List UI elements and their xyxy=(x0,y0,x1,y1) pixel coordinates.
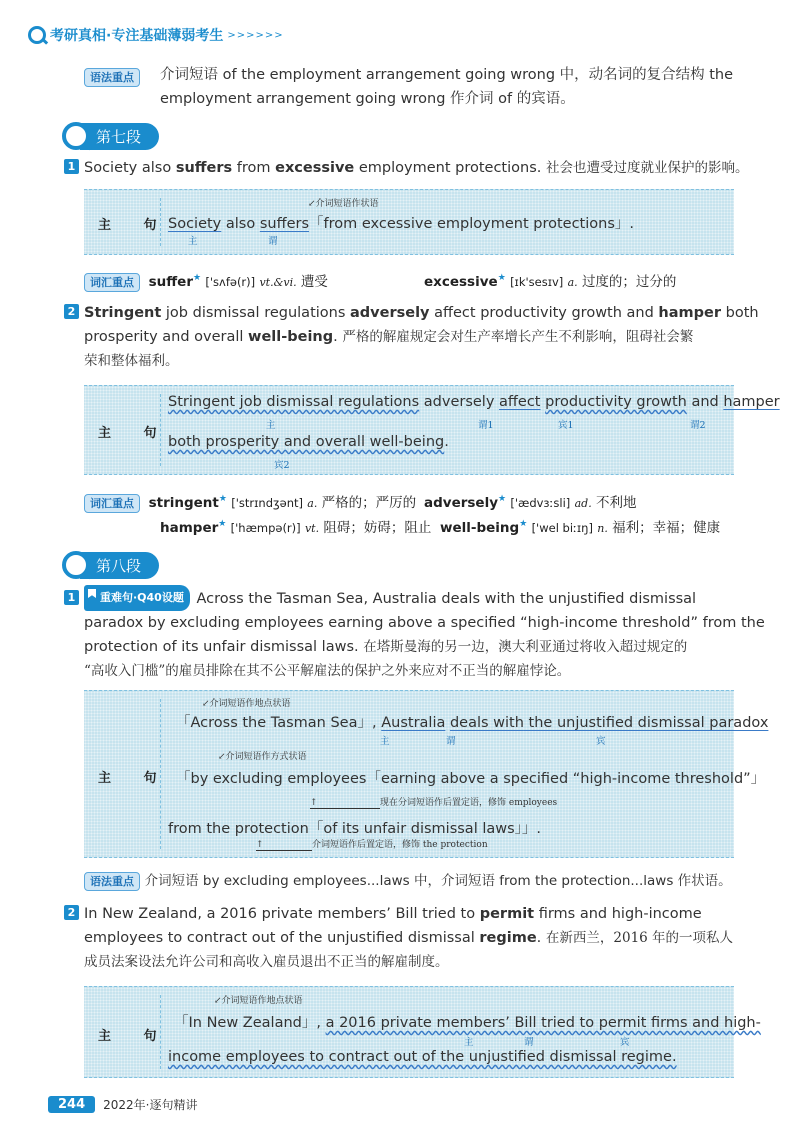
p7-s1-analysis-box: 主 句 ↙介词短语作状语 Society also suffers「from excessive employment protections」. 主 谓 xyxy=(84,189,734,255)
header-arrows: >>>>>> xyxy=(227,29,284,41)
grammar-note-1-text: 介词短语 of the employment arrangement going wrong 中，动名词的复合结构 the employment arrangement going wrong 作介词 of 的宾语。 xyxy=(160,67,734,107)
p7-sentence-1: 1 Society also suffers from excessive employment protections. 社会也遭受过度就业保护的影响。 xyxy=(64,156,748,180)
p8-s2-analysis-box: 主 句 ↙介词短语作地点状语 「In New Zealand」, a 2016 private members’ Bill tried to permit firms and high- 主 谓 宾 income employees to contract out of the unjustified dismissal regime. xyxy=(84,986,734,1078)
p7-vocab-2b: adversely★ ['ædvɜːsli] ad. 不利地 xyxy=(424,494,637,511)
p7-vocab-1: 词汇重点 suffer★ ['sʌfə(r)] vt.&vi. 遭受 xyxy=(84,270,328,292)
difficult-sentence-tag: 重难句·Q40设题 xyxy=(84,585,190,611)
section-title-7: 第七段 xyxy=(62,122,159,150)
section-title-8: 第八段 xyxy=(62,551,159,579)
page-number: 244 xyxy=(48,1096,95,1113)
p7-vocab-2c: hamper★ ['hæmpə(r)] vt. 阻碍；妨碍；阻止 well-being★ ['wel biːɪŋ] n. 福利；幸福；健康 xyxy=(160,519,721,536)
footer-text: 2022年·逐句精讲 xyxy=(103,1098,198,1112)
grammar-note-2: 语法重点 介词短语 by excluding employees...laws 中，介词短语 from the protection...laws 作状语。 xyxy=(84,869,732,893)
search-icon xyxy=(62,551,90,579)
header-title: 考研真相·专注基础薄弱考生 xyxy=(50,28,224,44)
analysis-sentence: Stringent job dismissal regulations adversely affect productivity growth and hamper xyxy=(168,394,780,410)
annotation: ↙介词短语作状语 xyxy=(308,199,379,209)
page-header xyxy=(28,24,284,46)
page-footer xyxy=(48,1096,198,1113)
grammar-note-1 xyxy=(84,66,140,87)
main-clause-label: 主 句 xyxy=(98,218,171,233)
p7-vocab-2: 词汇重点 stringent★ ['strɪndʒənt] a. 严格的；严厉的 xyxy=(84,491,416,513)
grammar-tag: 语法重点 xyxy=(84,68,140,87)
p8-s1-analysis-box: 主 句 ↙介词短语作地点状语 「Across the Tasman Sea」, Australia deals with the unjustified dismissal paradox 主 谓 宾 ↙介词短语作方式状语 「by excluding employees「earning above a specified “high-income threshold”」 ↑ 现在分词短语作后置定语，修饰 employees from the protection「of its unfair dismissal laws」」. ↑ 介词短语作后置定语，修饰 the protection xyxy=(84,690,734,858)
p8-sentence-2: 2 In New Zealand, a 2016 private members’ Bill tried to permit firms and high-income employees to contract out of the unjustified dismissal regime. 在新西兰，2016 年的一项私人 成员法案设法允许公司和高收入雇员退出不正当的解雇制度。 xyxy=(64,902,740,974)
p7-s2-analysis-box: 主 句 Stringent job dismissal regulations adversely affect productivity growth and hamper 主 谓1 宾1 谓2 both prosperity and overall well-being. 宾2 xyxy=(84,385,734,475)
analysis-sentence: Society also suffers「from excessive employment protections」. xyxy=(168,216,634,232)
p7-vocab-1b: excessive★ [ɪk'sesɪv] a. 过度的；过分的 xyxy=(424,273,677,290)
search-icon xyxy=(62,122,90,150)
p7-sentence-2: 2 Stringent job dismissal regulations adversely affect productivity growth and hamper both prosperity and overall well-being. 严格的解雇规定会对生产率增长产生不利影响，阻碍社会繁 荣和整体福利。 xyxy=(64,301,740,373)
p8-sentence-1: 1 重难句·Q40设题 Across the Tasman Sea, Australia deals with the unjustified dismissal paradox by excluding employees earning above a specified “high-income threshold” from the protection of its unfair dismissal laws. 在塔斯曼海的另一边，澳大利亚通过将收入超过规定的 “高收入门槛”的雇员排除在其不公平解雇法的保护之外来应对不正当的解雇悖论。 xyxy=(64,585,740,683)
search-logo-icon xyxy=(28,26,46,44)
